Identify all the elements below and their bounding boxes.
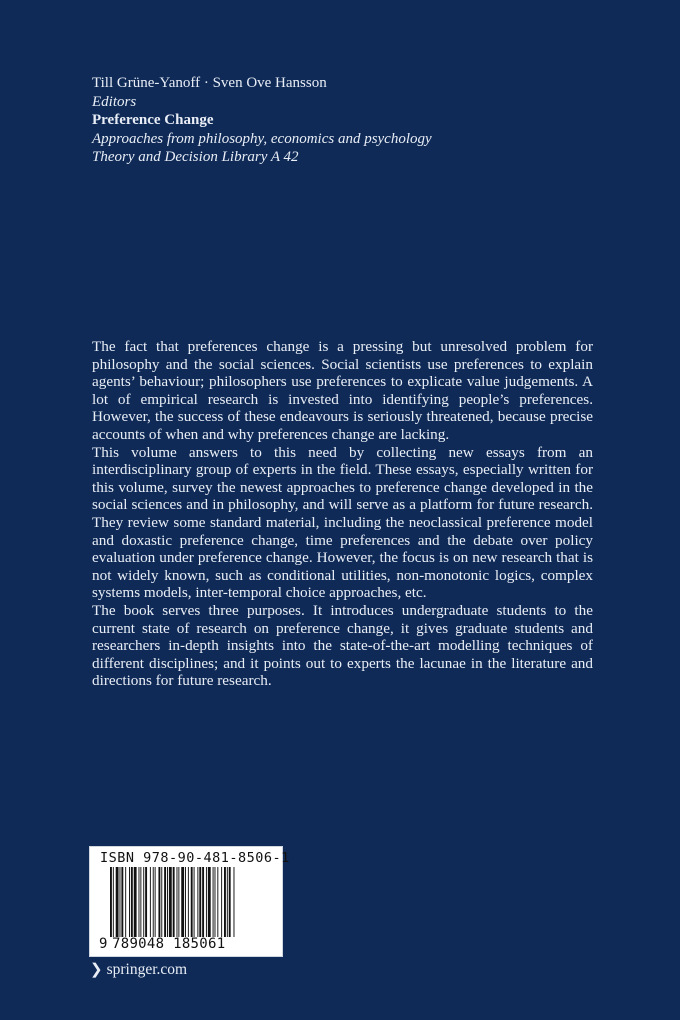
isbn-label: ISBN 978-90-481-8506-1 (100, 850, 290, 866)
chevron-right-icon: ❯ (90, 962, 103, 978)
publisher-url: springer.com (106, 961, 188, 978)
description-paragraph-1: The fact that preferences change is a pressing but unresolved problem for philosophy and the social sciences. Social scientists use preferences to explain agents’ behaviour; philosophers use preferences to explicate value judgements. A lot of empirical research is invested into identifying people’s preferences. However, the success of these endeavours is seriously threatened, because precise accounts of when and why preferences change are lacking. (92, 338, 593, 443)
book-subtitle: Approaches from philosophy, economics and psychology (92, 130, 432, 147)
book-header (92, 74, 592, 167)
editors-role: Editors (92, 93, 137, 110)
barcode-bars (110, 867, 272, 937)
description-paragraph-3: The book serves three purposes. It introduces undergraduate students to the current state of research on preference change, it gives graduate students and researchers in-depth insights into the state-of-the-art modelling techniques of different disciplines; and it points out to experts the lacunae in the literature and directions for future research. (92, 601, 593, 690)
publisher-link[interactable] (90, 960, 187, 979)
authors: Till Grüne-Yanoff · Sven Ove Hansson (92, 75, 327, 91)
isbn-barcode (89, 846, 290, 957)
ean-first-digit: 9 (99, 936, 108, 952)
description-paragraph-2: This volume answers to this need by collecting new essays from an interdisciplinary group of experts in the field. These essays, especially written for this volume, survey the newest approaches to preference change developed in the social sciences and in philosophy, and will serve as a platform for future research. They review some standard material, including the neoclassical preference model and doxastic preference change, time preferences and the debate over policy evaluation under preference change. However, the focus is on new research that is not widely known, such as conditional utilities, non-monotonic logics, complex systems models, inter-temporal choice approaches, etc. (92, 443, 593, 602)
series-name: Theory and Decision Library A 42 (92, 149, 299, 165)
description (92, 338, 593, 690)
ean-remaining-digits: 789048 185061 (112, 936, 226, 952)
book-title: Preference Change (92, 112, 214, 128)
